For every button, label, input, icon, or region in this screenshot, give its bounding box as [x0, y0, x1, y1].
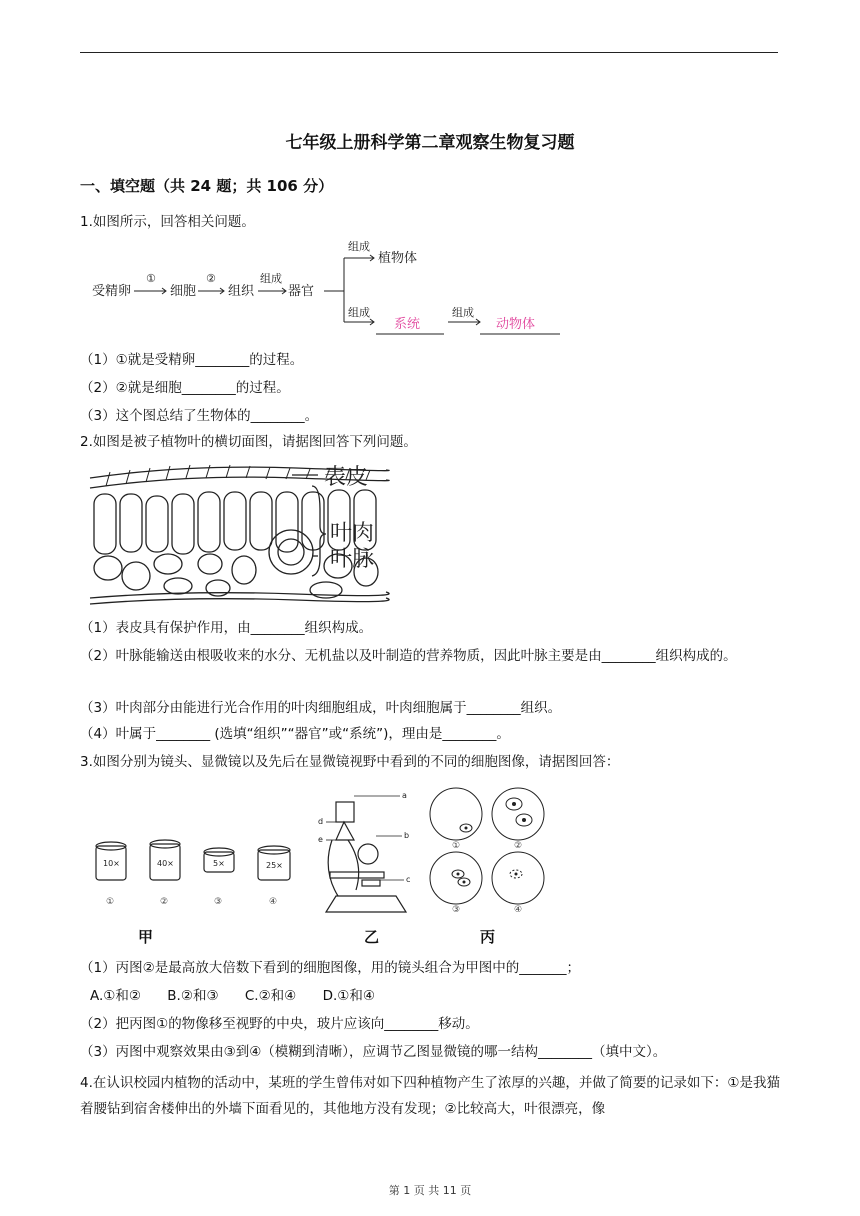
diagram-system: 系统	[394, 317, 421, 332]
view-label-1: ①	[452, 841, 461, 851]
lens-mag-3: 5×	[213, 859, 225, 868]
diagram-zygote: 受精卵	[92, 284, 132, 299]
label-vein: 叶脉	[330, 547, 375, 572]
view-label-3: ③	[452, 905, 461, 915]
q3-stem: 3.如图分别为镜头、显微镜以及先后在显微镜视野中看到的不同的细胞图像，请据图回答：	[80, 754, 620, 770]
micro-label-c: c	[406, 875, 411, 884]
micro-label-b: b	[404, 831, 410, 840]
q2-sub4: （4）叶属于________ (选填“组织”“器官”或“系统”)，理由是________。	[80, 726, 510, 742]
header-rule	[80, 52, 778, 53]
section-heading: 一、填空题（共 24 题；共 106 分）	[80, 177, 334, 195]
option-d: D.①和④	[322, 988, 375, 1004]
view-label-4: ④	[514, 905, 523, 915]
diagram-step2: ②	[206, 272, 216, 285]
diagram-animal: 动物体	[496, 317, 536, 332]
diagram-tissue: 组织	[228, 284, 255, 299]
leaf-cross-section-figure	[86, 460, 396, 606]
option-b: B.②和③	[167, 988, 219, 1004]
q3-sub2: （2）把丙图①的物像移至视野的中央，玻片应该向________移动。	[80, 1016, 479, 1032]
q3-sub3: （3）丙图中观察效果由③到④（模糊到清晰），应调节乙图显微镜的哪一结构________（填中文）。	[80, 1044, 667, 1060]
lens-label-1: ①	[106, 897, 115, 907]
q1-sub2: （2）②就是细胞________的过程。	[80, 380, 290, 396]
lens-label-4: ④	[269, 897, 278, 907]
fig-label-yi: 乙	[364, 928, 380, 946]
q1-sub1: （1）①就是受精卵________的过程。	[80, 352, 304, 368]
q1-flow-diagram	[88, 236, 568, 340]
diagram-compose-4: 组成	[452, 306, 474, 319]
q2-sub2: （2）叶脉能输送由根吸收来的水分、无机盐以及叶制造的营养物质，因此叶脉主要是由________组织构成的。	[80, 648, 737, 664]
lens-mag-2: 40×	[157, 859, 174, 868]
page-title: 七年级上册科学第二章观察生物复习题	[285, 133, 575, 153]
diagram-step1: ①	[146, 272, 156, 285]
lens-label-3: ③	[214, 897, 223, 907]
page-footer: 第 1 页 共 11 页	[388, 1184, 472, 1197]
option-a: A.①和②	[90, 988, 141, 1004]
diagram-compose-1: 组成	[260, 272, 282, 285]
q1-stem: 1.如图所示，回答相关问题。	[80, 214, 255, 230]
q2-stem: 2.如图是被子植物叶的横切面图，请据图回答下列问题。	[80, 434, 417, 450]
q3-sub1: （1）丙图②是最高放大倍数下看到的细胞图像，用的镜头组合为甲图中的_______；	[80, 960, 580, 976]
q1-sub3: （3）这个图总结了生物体的________。	[80, 408, 319, 424]
q2-sub3: （3）叶肉部分由能进行光合作用的叶肉细胞组成，叶肉细胞属于________组织。	[80, 700, 562, 716]
micro-label-a: a	[402, 791, 407, 800]
diagram-compose-2: 组成	[348, 240, 370, 253]
microscope-figures	[86, 780, 566, 950]
fig-label-jia: 甲	[138, 928, 154, 946]
lens-label-2: ②	[160, 897, 169, 907]
diagram-compose-3: 组成	[348, 306, 370, 319]
q4-text: 4.在认识校园内植物的活动中，某班的学生曾伟对如下四种植物产生了浓厚的兴趣，并做了简要的记录如下：①是我猫着腰钻到宿舍楼伸出的外墙下面看见的，其他地方没有发现；②比较高大，叶很漂亮，像	[80, 1075, 780, 1117]
fig-label-bing: 丙	[480, 928, 496, 946]
lens-mag-1: 10×	[103, 859, 120, 868]
option-c: C.②和④	[244, 988, 297, 1004]
q2-sub1: （1）表皮具有保护作用，由________组织构成。	[80, 620, 373, 636]
micro-label-e: e	[318, 835, 323, 844]
diagram-organ: 器官	[288, 284, 315, 299]
label-mesophyll: 叶肉	[330, 521, 375, 546]
label-epidermis: 表皮	[324, 465, 369, 490]
diagram-cell: 细胞	[170, 284, 197, 299]
view-label-2: ②	[514, 841, 523, 851]
lens-mag-4: 25×	[266, 861, 283, 870]
diagram-plant: 植物体	[378, 251, 418, 266]
q3-options	[90, 986, 790, 1006]
micro-label-d: d	[318, 817, 324, 826]
